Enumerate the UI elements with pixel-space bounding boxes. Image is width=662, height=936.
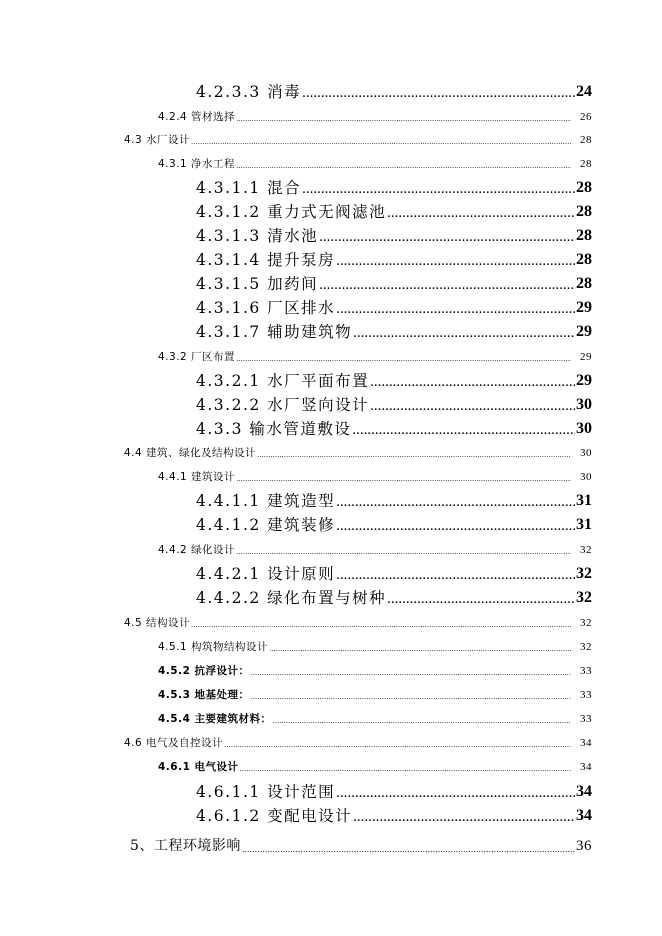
toc-entry[interactable] bbox=[130, 836, 592, 856]
toc-entry[interactable] bbox=[158, 157, 592, 171]
toc-entry-page: 32 bbox=[576, 589, 592, 606]
toc-entry[interactable] bbox=[196, 82, 592, 102]
toc-entry-label: 5、工程环境影响 bbox=[130, 838, 241, 854]
toc-entry[interactable] bbox=[158, 640, 592, 654]
toc-entry[interactable] bbox=[196, 806, 592, 826]
toc-entry-page: 34 bbox=[580, 737, 592, 749]
toc-leader-dots bbox=[191, 620, 571, 630]
toc-entry[interactable] bbox=[196, 588, 592, 608]
toc-entry-label: 4.3.1.2 重力式无阀滤池 bbox=[196, 203, 387, 221]
toc-leader-dots bbox=[353, 324, 575, 342]
toc-leader-dots bbox=[257, 450, 571, 460]
toc-entry[interactable] bbox=[124, 736, 592, 750]
toc-entry[interactable] bbox=[196, 395, 592, 415]
toc-leader-dots bbox=[336, 493, 575, 511]
toc-leader-dots bbox=[236, 547, 571, 557]
toc-entry-label: 4.5.1 构筑物结构设计 bbox=[158, 641, 269, 653]
toc-entry-label: 4.3.1.4 提升泵房 bbox=[196, 251, 336, 269]
toc-entry[interactable] bbox=[196, 226, 592, 246]
toc-leader-dots bbox=[353, 808, 575, 826]
toc-entry-page: 28 bbox=[576, 203, 592, 220]
toc-entry-label: 4.3 水厂设计 bbox=[124, 134, 191, 146]
toc-leader-dots bbox=[236, 354, 571, 364]
toc-entry-label: 4.2.3.3 消毒 bbox=[196, 83, 302, 101]
toc-leader-dots bbox=[352, 421, 575, 439]
toc-entry[interactable] bbox=[196, 202, 592, 222]
toc-leader-dots bbox=[387, 590, 575, 608]
toc-entry-page: 29 bbox=[576, 323, 592, 340]
toc-entry-label: 4.4.1 建筑设计 bbox=[158, 471, 236, 483]
toc-entry[interactable] bbox=[158, 543, 592, 557]
toc-entry-page: 30 bbox=[576, 420, 592, 437]
toc-entry[interactable] bbox=[196, 419, 592, 439]
toc-entry[interactable] bbox=[196, 178, 592, 198]
toc-entry-page: 32 bbox=[580, 641, 592, 653]
toc-entry-label: 4.6.1.1 设计范围 bbox=[196, 783, 336, 801]
toc-entry[interactable] bbox=[158, 470, 592, 484]
toc-entry-page: 28 bbox=[576, 251, 592, 268]
toc-entry-label: 4.5.2 抗浮设计： bbox=[158, 665, 250, 677]
toc-entry-page: 28 bbox=[576, 275, 592, 292]
toc-entry[interactable] bbox=[196, 274, 592, 294]
toc-entry-page: 28 bbox=[576, 179, 592, 196]
toc-leader-dots bbox=[224, 740, 571, 750]
toc-entry[interactable] bbox=[158, 110, 592, 124]
toc-leader-dots bbox=[336, 566, 575, 584]
toc-entry-page: 28 bbox=[580, 134, 592, 146]
toc-entry-page: 28 bbox=[580, 158, 592, 170]
toc-entry-label: 4.4.2.1 设计原则 bbox=[196, 565, 336, 583]
toc-entry-page: 30 bbox=[580, 471, 592, 483]
toc-leader-dots bbox=[336, 300, 575, 318]
toc-entry-label: 4.3.1.3 清水池 bbox=[196, 227, 319, 245]
toc-entry-label: 4.3.3 输水管道敷设 bbox=[196, 420, 352, 438]
toc-entry[interactable] bbox=[196, 298, 592, 318]
toc-entry-label: 4.3.1.1 混合 bbox=[196, 179, 302, 197]
toc-entry-label: 4.3.1.6 厂区排水 bbox=[196, 299, 336, 317]
toc-leader-dots bbox=[336, 517, 575, 535]
toc-entry[interactable] bbox=[196, 782, 592, 802]
toc-leader-dots bbox=[236, 161, 571, 171]
toc-entry-label: 4.6.1.2 变配电设计 bbox=[196, 807, 353, 825]
toc-entry-label: 4.2.4 管材选择 bbox=[158, 111, 236, 123]
toc-entry-label: 4.5.3 地基处理： bbox=[158, 689, 250, 701]
toc-entry[interactable] bbox=[196, 250, 592, 270]
toc-entry-page: 34 bbox=[576, 807, 592, 824]
toc-entry-label: 4.4.1.2 建筑装修 bbox=[196, 516, 336, 534]
toc-entry-label: 4.4.1.1 建筑造型 bbox=[196, 492, 336, 510]
toc-entry-page: 34 bbox=[580, 761, 592, 773]
toc-entry-label: 4.5 结构设计 bbox=[124, 617, 191, 629]
toc-entry-page: 29 bbox=[580, 351, 592, 363]
toc-entry-label: 4.4 建筑、绿化及结构设计 bbox=[124, 447, 257, 459]
toc-entry-label: 4.4.2 绿化设计 bbox=[158, 544, 236, 556]
toc-entry-page: 29 bbox=[576, 299, 592, 316]
toc-entry[interactable] bbox=[158, 760, 592, 774]
toc-entry-label: 4.6.1 电气设计 bbox=[158, 761, 239, 773]
toc-leader-dots bbox=[240, 764, 571, 774]
toc-entry-label: 4.3.2.1 水厂平面布置 bbox=[196, 372, 370, 390]
toc-leader-dots bbox=[336, 784, 575, 802]
toc-entry-page: 31 bbox=[576, 492, 592, 509]
toc-entry-label: 4.5.4 主要建筑材料： bbox=[158, 713, 272, 725]
toc-entry-page: 31 bbox=[576, 516, 592, 533]
toc-entry[interactable] bbox=[196, 564, 592, 584]
toc-entry[interactable] bbox=[196, 371, 592, 391]
toc-leader-dots bbox=[236, 114, 571, 124]
toc-entry[interactable] bbox=[196, 515, 592, 535]
toc-entry-page: 32 bbox=[580, 544, 592, 556]
toc-entry-page: 26 bbox=[580, 111, 592, 123]
toc-entry[interactable] bbox=[158, 712, 592, 726]
toc-leader-dots bbox=[336, 252, 575, 270]
toc-leader-dots bbox=[191, 137, 571, 147]
toc-entry-page: 33 bbox=[580, 689, 592, 701]
toc-entry[interactable] bbox=[196, 322, 592, 342]
toc-entry[interactable] bbox=[158, 688, 592, 702]
toc-leader-dots bbox=[242, 844, 575, 856]
toc-leader-dots bbox=[387, 204, 575, 222]
toc-entry-page: 34 bbox=[576, 783, 592, 800]
toc-leader-dots bbox=[319, 228, 575, 246]
toc-entry[interactable] bbox=[124, 133, 592, 147]
toc-leader-dots bbox=[370, 373, 575, 391]
toc-leader-dots bbox=[370, 397, 575, 415]
toc-entry-label: 4.3.1.5 加药间 bbox=[196, 275, 319, 293]
toc-leader-dots bbox=[302, 84, 575, 102]
toc-leader-dots bbox=[236, 474, 571, 484]
toc-entry[interactable] bbox=[196, 491, 592, 511]
toc-entry-label: 4.3.2.2 水厂竖向设计 bbox=[196, 396, 370, 414]
toc-entry[interactable] bbox=[124, 616, 592, 630]
toc-entry-page: 28 bbox=[576, 227, 592, 244]
toc-entry-page: 30 bbox=[580, 447, 592, 459]
toc-entry-label: 4.3.1 净水工程 bbox=[158, 158, 236, 170]
toc-entry[interactable] bbox=[124, 446, 592, 460]
toc-entry-label: 4.6 电气及自控设计 bbox=[124, 737, 224, 749]
toc-entry[interactable] bbox=[158, 664, 592, 678]
toc-entry-page: 30 bbox=[576, 396, 592, 413]
toc-entry[interactable] bbox=[158, 350, 592, 364]
toc-entry-page: 29 bbox=[576, 372, 592, 389]
toc-leader-dots bbox=[251, 668, 571, 678]
toc-entry-page: 24 bbox=[576, 83, 592, 100]
toc-entry-label: 4.4.2.2 绿化布置与树种 bbox=[196, 589, 387, 607]
toc-entry-page: 32 bbox=[580, 617, 592, 629]
toc-entry-page: 32 bbox=[576, 565, 592, 582]
toc-entry-page: 33 bbox=[580, 665, 592, 677]
toc-leader-dots bbox=[302, 180, 575, 198]
toc-entry-page: 33 bbox=[580, 713, 592, 725]
toc-entry-label: 4.3.2 厂区布置 bbox=[158, 351, 236, 363]
toc-leader-dots bbox=[319, 276, 575, 294]
toc-leader-dots bbox=[269, 644, 571, 654]
toc-entry-label: 4.3.1.7 辅助建筑物 bbox=[196, 323, 353, 341]
toc-leader-dots bbox=[273, 716, 571, 726]
toc-entry-page: 36 bbox=[576, 838, 592, 854]
toc-leader-dots bbox=[251, 692, 571, 702]
